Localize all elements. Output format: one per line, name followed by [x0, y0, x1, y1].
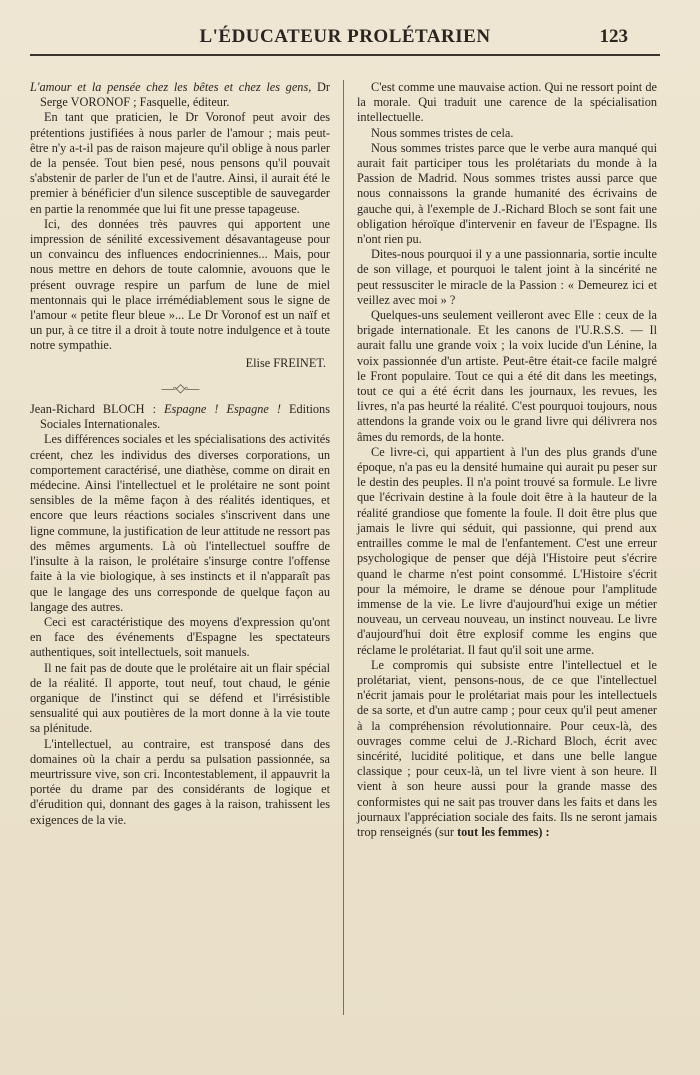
- paragraph: C'est comme une mauvaise action. Qui ne ressort point de la morale. Qui traduit une carence de la spécialisation intellectuelle.: [357, 80, 657, 125]
- paragraph: [357, 658, 657, 840]
- left-column: [30, 80, 330, 828]
- paragraph: Les différences sociales et les spécialisations des activités créent, chez les individus des diverses corporations, un comportement caractérisé, une diathèse, comme on dirait en médecine. Ainsi l'intellectuel et le prolétaire ne sont point sensibles de la même façon à des réalités identiques, et encore que leurs réactions sociales s'inscrivent dans une ligne commune, la justification de leur attitude ne ressort pas des mêmes arguments. Là où l'intellectuel souffre de l'insulte à la raison, le prolétaire s'insurge contre l'offense faite à la vie biologique, à ses instincts et il n'apparaît pas que le langage des uns corresponde de quelque façon au langage des autres.: [30, 432, 330, 614]
- review-signature: Elise FREINET.: [245, 355, 326, 370]
- paragraph: Nous sommes tristes parce que le verbe aura manqué qui aurait fait participer tous les prolétariats du monde à la Passion de Madrid. Nous sommes tristes aussi parce que nous connaissons la grande humanité des écrivains de gauche qui, à l'exemple de J.-Richard Bloch se sont fait une obligation héroïque d'intervenir en faveur de l'Espagne. Ils n'ont rien pu.: [357, 140, 657, 247]
- paragraph: Quelques-uns seulement veilleront avec Elle : ceux de la brigade internationale. Et les canons de l'U.R.S.S. — Il aurait fallu une grande voix ; la voix lucide d'un Lénine, la voix passionnée d'un artiste. Peut-être était-ce facile malgré le Front populaire. Tout ce qui a été dit dans les meetings, tout ce qui a été écrit dans les journaux, les revues, les livres, n'a pas heurté la réalité. C'est pourquoi toujours, nous attendons la grande voix ou le grand livre qui délivrera nos âmes du remords, de la honte.: [357, 308, 657, 444]
- paragraph: En tant que praticien, le Dr Voronof peut avoir des prétentions justifiées à nous parler de l'amour ; mais peut-être n'y a-t-il pas de raison majeure qu'il oblige à nous parler de la pensée. Tout bien pesé, nous pensons qu'il pouvait s'abstenir de parler de l'un et de l'autre. Ainsi, il aurait été le premier à bénéficier d'un silence susceptible de sauvegarder en partie la renommée que lui fit une presse tapageuse.: [30, 110, 330, 216]
- review-heading-voronof: [30, 80, 330, 110]
- page-number: 123: [599, 26, 628, 47]
- paragraph: Ici, des données très pauvres qui apportent une impression de sénilité excessivement désavantageuse pour un convaincu des influences endocriniennes... Mais, pour nous mettre en dehors de toute calomnie, avouons que le présent ouvrage respire un parfum de lune de miel mentonnais qui le place irrémédiablement sous le signe de l'amour « petite fleur bleue »... Le Dr Voronof est un naïf et un pur, à ce titre il a droit à toute notre indulgence et à toute notre sympathie.: [30, 216, 330, 353]
- paragraph-text: Le compromis qui subsiste entre l'intellectuel et le prolétariat, vient, pensons-nous, de ce que l'intellectuel n'écrit jamais pour le prolétariat mais pour les intellectuels de sa sorte, et d'un autre camp ; pour ceux qu'il peut amener à la compréhension révolutionnaire. Pour ceux-là, des ouvrages comme celui de J.-Richard Bloch, écrit avec sincérité, lucidité politique, et dans une belle langue classique ; pour ceux-là, un tel livre vient à son heure. Il vient à son heure aussi pour la grande masse des conformistes qui ne sait pas trouver dans les faits et dans les journaux l'appréciation sociale des faits. Ils ne seront jamais trop renseignés (sur: [357, 657, 657, 839]
- paragraph: Nous sommes tristes de cela.: [371, 125, 514, 140]
- book-title: Espagne ! Espagne !: [164, 402, 281, 417]
- journal-title: L'ÉDUCATEUR PROLÉTARIEN: [199, 26, 491, 47]
- section-ornament: —◦◇◦—: [161, 380, 199, 395]
- paragraph: Dites-nous pourquoi il y a une passionnaria, sortie inculte de son village, et pourquoi le talent joint à la sincérité ne peut ressusciter le miracle de la Passion : « Demeurez ici et veillez avec moi » ?: [357, 247, 657, 307]
- book-title: L'amour et la pensée chez les bêtes et chez les gens,: [30, 80, 312, 94]
- page-header: [30, 22, 660, 56]
- book-publisher: Editions Sociales Internationales.: [40, 402, 330, 432]
- right-column: [357, 80, 657, 840]
- review-heading-bloch: [30, 402, 330, 432]
- paragraph: L'intellectuel, au contraire, est transposé dans des domaines où la chair a perdu sa pulsation passionnée, sa meurtrissure vive, son cri. Incontestablement, il appauvrit la portée du drame par des considérants de logique et d'érudition qui, donnant des gages à la raison, trahissent les exigences de la vie.: [30, 736, 330, 827]
- book-author: Jean-Richard BLOCH :: [30, 402, 165, 417]
- paragraph: Il ne fait pas de doute que le prolétaire ait un flair spécial de la réalité. Il apporte, tout neuf, tout chaud, le génie organique de l'instinct qui se défend et l'irrésistible sensualité qui aux poutières de la mort donne à la vie toute sa plénitude.: [30, 660, 330, 736]
- paragraph: Ce livre-ci, qui appartient à l'un des plus grands d'une époque, n'a pas eu la densité humaine qui aurait pu peser sur le destin des peuples. Il n'a point trouvé sa formule. Le livre que l'écrivain destine à la foule doit être à la hauteur de la réalité grandiose que fomente la foule. Il doit être plus que jamais le livre qui séduit, qui passionne, qui prend aux entrailles comme le mal de l'enfantement. C'est une erreur psychologique de penser que déjà l'Histoire peut s'écrire quand le charme n'est point consommé. L'Histoire s'écrit pour la mémoire, le drame se dénoue pour l'amplitude immense de la vie. Le livre d'aujourd'hui exige un métier nouveau, un cerveau nouveau, un instinct nouveau. Le livre d'aujourd'hui doit être explosif comme les engins que réclame le prolétariat. Il faut qu'il soit une arme.: [357, 444, 657, 657]
- paragraph: Ceci est caractéristique des moyens d'expression qu'ont en face des événements d'Espagne les spectateurs authentiques, soit intellectuels, soit manuels.: [30, 614, 330, 660]
- paragraph-bold-end: tout les femmes) :: [457, 824, 550, 839]
- column-divider: [343, 80, 344, 1015]
- book-author-publisher: Dr Serge VORONOF ; Fasquelle, éditeur.: [40, 80, 330, 110]
